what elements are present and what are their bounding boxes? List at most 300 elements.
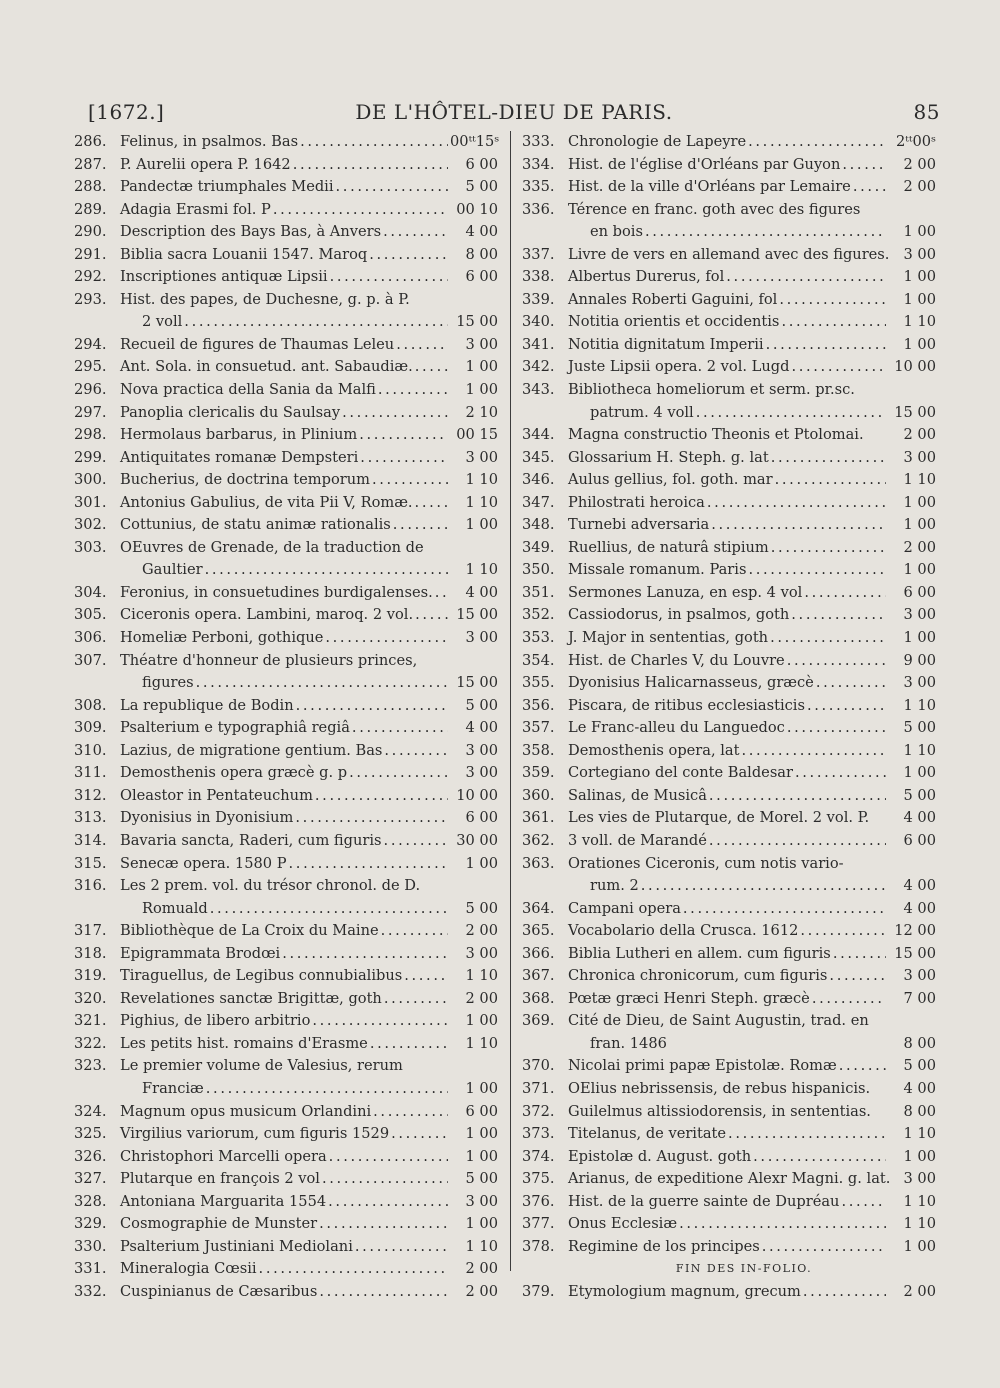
catalog-entry	[74, 650, 498, 673]
entry-number: 296.	[74, 381, 107, 399]
catalog-entry	[74, 199, 498, 222]
catalog-entry	[74, 334, 498, 357]
entry-title: Nicolai primi papæ Epistolæ. Romæ	[568, 1057, 837, 1075]
entry-price: 1 00	[465, 1079, 498, 1097]
entry-price: 1 10	[903, 313, 936, 331]
entry-number: 320.	[74, 989, 107, 1007]
catalog-entry	[522, 898, 936, 921]
entry-price: 15 00	[456, 674, 498, 692]
entry-number: 334.	[522, 155, 555, 173]
entry-price: 2ᵗᵗ00ˢ	[896, 133, 936, 150]
catalog-entry	[522, 695, 936, 718]
entry-price: 5 00	[465, 1170, 498, 1188]
catalog-entry	[74, 582, 498, 605]
entry-price	[450, 875, 498, 898]
entry-body	[568, 785, 888, 808]
entry-title: figures	[142, 674, 194, 692]
dot-leader	[842, 154, 886, 177]
dot-leader	[396, 334, 448, 357]
dot-leader	[349, 762, 448, 785]
entry-number: 306.	[74, 629, 107, 647]
catalog-entry	[74, 762, 498, 785]
entry-number: 360.	[522, 786, 555, 804]
catalog-entry-continuation	[522, 1033, 936, 1056]
entry-title: Senecæ opera. 1580 P	[120, 854, 287, 872]
entry-title: fran. 1486	[590, 1034, 667, 1052]
entry-body	[568, 447, 888, 470]
entry-price: 3 00	[465, 764, 498, 782]
catalog-entry	[522, 740, 936, 763]
dot-leader	[787, 650, 886, 673]
entry-price: 00 15	[456, 426, 498, 444]
entry-body	[142, 559, 450, 582]
page-year: [1672.]	[88, 100, 165, 124]
entry-body	[568, 695, 888, 718]
catalog-entry	[522, 650, 936, 673]
dot-leader	[295, 807, 448, 830]
catalog-entry	[522, 1123, 936, 1146]
entry-title: Revelationes sanctæ Brigittæ, goth	[120, 989, 382, 1007]
dot-leader	[315, 785, 448, 808]
entry-number: 291.	[74, 245, 107, 263]
entry-body	[120, 1258, 450, 1281]
catalog-entry	[522, 379, 936, 402]
catalog-entry	[522, 469, 936, 492]
entry-title: Orationes Ciceronis, cum notis vario-	[568, 854, 844, 872]
catalog-entry	[74, 1191, 498, 1214]
entry-title: Hist. de l'église d'Orléans par Guyon	[568, 155, 841, 173]
entry-body	[120, 1033, 450, 1056]
entry-number: 361.	[522, 809, 555, 827]
dot-leader	[435, 582, 448, 605]
entry-price: 30 00	[456, 831, 498, 849]
dot-leader	[800, 920, 886, 943]
entry-body	[568, 537, 888, 560]
catalog-entry	[522, 1055, 936, 1078]
catalog-entry	[522, 943, 936, 966]
page-header	[88, 100, 940, 126]
dot-leader	[319, 1213, 448, 1236]
entry-body	[120, 807, 450, 830]
entry-price: 9 00	[903, 651, 936, 669]
catalog-entry	[74, 604, 498, 627]
entry-body	[120, 514, 450, 537]
dot-leader	[679, 1213, 886, 1236]
entry-price: 8 00	[465, 245, 498, 263]
catalog-entry	[74, 402, 498, 425]
catalog-entry	[522, 1101, 936, 1124]
entry-body	[120, 830, 450, 853]
entry-body	[568, 988, 888, 1011]
catalog-entry	[74, 514, 498, 537]
entry-body	[568, 762, 888, 785]
entry-title: Ruellius, de naturâ stipium	[568, 538, 769, 556]
entry-number: 331.	[74, 1260, 107, 1278]
entry-number: 350.	[522, 561, 555, 579]
entry-price: 2 00	[465, 1260, 498, 1278]
catalog-entry	[522, 604, 936, 627]
entry-price: 3 00	[903, 1170, 936, 1188]
entry-title: Hermolaus barbarus, in Plinium	[120, 426, 358, 444]
entry-body	[120, 1123, 450, 1146]
entry-number: 309.	[74, 719, 107, 737]
catalog-entry	[74, 1033, 498, 1056]
dot-leader	[839, 1055, 886, 1078]
entry-title: Inscriptiones antiquæ Lipsii	[120, 268, 328, 286]
dot-leader	[812, 988, 886, 1011]
entry-title: Felinus, in psalmos. Bas	[120, 133, 299, 150]
entry-number: 374.	[522, 1147, 555, 1165]
entry-body	[120, 244, 450, 267]
entry-body	[120, 695, 450, 718]
entry-price: 6 00	[903, 583, 936, 601]
entry-title: Bibliothèque de La Croix du Maine	[120, 922, 379, 940]
entry-price: 7 00	[903, 989, 936, 1007]
entry-price: 5 00	[465, 899, 498, 917]
entry-price: 2 00	[903, 538, 936, 556]
entry-price: 3 00	[465, 1192, 498, 1210]
entry-title: patrum. 4 voll	[590, 403, 694, 421]
entry-title: Biblia Lutheri en allem. cum figuris	[568, 944, 831, 962]
catalog-entry	[74, 627, 498, 650]
entry-title: Hist. de Charles V, du Louvre	[568, 651, 785, 669]
catalog-entry	[522, 965, 936, 988]
entry-title: Les vies de Plutarque, de Morel. 2 vol. P.	[568, 809, 870, 827]
entry-title: Epigrammata Brodœi	[120, 944, 281, 962]
entry-number: 314.	[74, 831, 107, 849]
dot-leader	[415, 356, 448, 379]
entry-number: 287.	[74, 155, 107, 173]
entry-body	[120, 1055, 450, 1078]
dot-leader	[791, 604, 886, 627]
entry-body	[568, 1191, 888, 1214]
dot-leader	[709, 785, 886, 808]
entry-title: Antonius Gabulius, de vita Pii V, Romæ.	[120, 493, 413, 511]
entry-body	[120, 447, 450, 470]
entry-number: 346.	[522, 471, 555, 489]
entry-number: 367.	[522, 967, 555, 985]
entry-price: 1 00	[903, 268, 936, 286]
dot-leader	[833, 943, 886, 966]
entry-body	[120, 334, 450, 357]
dot-leader	[748, 131, 886, 154]
entry-price: 1 00	[903, 516, 936, 534]
dot-leader	[370, 1033, 448, 1056]
entry-body	[120, 988, 450, 1011]
catalog-entry	[74, 740, 498, 763]
entry-body	[120, 221, 450, 244]
entry-title: Aulus gellius, fol. goth. mar	[568, 471, 773, 489]
entry-body	[568, 266, 888, 289]
catalog-entry	[74, 266, 498, 289]
entry-price: 1 00	[903, 1237, 936, 1255]
entry-title: Les petits hist. romains d'Erasme	[120, 1034, 368, 1052]
entry-price: 10 00	[894, 358, 936, 376]
catalog-entry	[522, 559, 936, 582]
entry-number: 378.	[522, 1237, 555, 1255]
entry-body	[120, 1010, 450, 1033]
entry-title: Bavaria sancta, Raderi, cum figuris	[120, 831, 382, 849]
entry-title: Regimine de los principes	[568, 1237, 760, 1255]
dot-leader	[329, 1146, 448, 1169]
entry-price	[888, 853, 936, 876]
entry-body	[568, 1055, 888, 1078]
catalog-entry	[74, 988, 498, 1011]
entry-price: 1 00	[465, 516, 498, 534]
dot-leader	[322, 1168, 448, 1191]
entry-body	[568, 1078, 888, 1101]
catalog-entry	[74, 469, 498, 492]
entry-title: Guilelmus altissiodorensis, in sententias.	[568, 1102, 871, 1120]
entry-title: Chronologie de Lapeyre	[568, 133, 747, 150]
entry-number: 341.	[522, 335, 555, 353]
entry-number: 368.	[522, 989, 555, 1007]
entry-price: 00 10	[456, 200, 498, 218]
entry-body	[120, 356, 450, 379]
dot-leader	[289, 853, 448, 876]
entry-title: Demosthenis opera græcè g. p	[120, 764, 348, 782]
entry-number: 358.	[522, 741, 555, 759]
entry-number: 294.	[74, 335, 107, 353]
entry-title: Ant. Sola. in consuetud. ant. Sabaudiæ.	[120, 358, 413, 376]
catalog-entry-continuation	[74, 672, 498, 695]
entry-body	[590, 1033, 888, 1056]
entry-number: 313.	[74, 809, 107, 827]
entry-number: 288.	[74, 178, 107, 196]
entry-title: OEuvres de Grenade, de la traduction de	[120, 538, 424, 556]
entry-body	[568, 1010, 888, 1033]
entry-number: 337.	[522, 245, 555, 263]
catalog-entry	[74, 875, 498, 898]
entry-title: Le Franc-alleu du Languedoc	[568, 719, 785, 737]
entry-price: 5 00	[903, 719, 936, 737]
entry-price: 4 00	[465, 719, 498, 737]
catalog-entry	[522, 1010, 936, 1033]
entry-price: 6 00	[465, 268, 498, 286]
entry-number: 310.	[74, 741, 107, 759]
entry-number: 289.	[74, 200, 107, 218]
column-divider	[510, 131, 511, 1271]
entry-price: 3 00	[465, 448, 498, 466]
entry-price: 1 00	[903, 335, 936, 353]
entry-body	[120, 537, 450, 560]
entry-title: Psalterium e typographiâ regiâ	[120, 719, 350, 737]
entry-price: 1 00	[465, 1012, 498, 1030]
dot-leader	[369, 244, 448, 267]
entry-number: 298.	[74, 426, 107, 444]
entry-title: La republique de Bodin	[120, 696, 294, 714]
dot-leader	[325, 627, 448, 650]
entry-title: Turnebi adversaria	[568, 516, 710, 534]
entry-body	[568, 492, 888, 515]
entry-title: Cosmographie de Munster	[120, 1215, 318, 1233]
catalog-entry-continuation	[74, 898, 498, 921]
catalog-entry-continuation	[74, 1078, 498, 1101]
entry-price: 1 10	[903, 1215, 936, 1233]
entry-title: Description des Bays Bas, à Anvers	[120, 223, 382, 241]
entry-body	[590, 875, 888, 898]
entry-body	[568, 1123, 888, 1146]
entry-title: Hist. des papes, de Duchesne, g. p. à P.	[120, 290, 410, 308]
entry-number: 339.	[522, 290, 555, 308]
entry-price: 4 00	[903, 809, 936, 827]
entry-price: 2 10	[465, 403, 498, 421]
dot-leader	[711, 514, 886, 537]
entry-price: 1 10	[465, 493, 498, 511]
entry-body	[120, 920, 450, 943]
entry-price: 8 00	[903, 1102, 936, 1120]
dot-leader	[352, 717, 448, 740]
entry-price: 15 00	[456, 313, 498, 331]
dot-leader	[206, 1078, 448, 1101]
entry-title: Virgilius variorum, cum figuris 1529	[120, 1125, 390, 1143]
catalog-entry	[522, 920, 936, 943]
dot-leader	[384, 830, 448, 853]
entry-body	[120, 1101, 450, 1124]
entry-number: 369.	[522, 1012, 555, 1030]
entry-number: 343.	[522, 381, 555, 399]
dot-leader	[748, 559, 886, 582]
entry-price: 1 00	[903, 493, 936, 511]
dot-leader	[273, 199, 448, 222]
dot-leader	[762, 1236, 886, 1259]
entry-price: 2 00	[903, 178, 936, 196]
entry-title: Dyonisius Halicarnasseus, græcè	[568, 674, 814, 692]
entry-number: 356.	[522, 696, 555, 714]
entry-number: 295.	[74, 358, 107, 376]
dot-leader	[779, 289, 886, 312]
entry-title: rum. 2	[590, 877, 639, 895]
catalog-entry	[522, 1236, 936, 1259]
dot-leader	[641, 875, 886, 898]
entry-price: 4 00	[903, 1079, 936, 1097]
entry-title: Notitia dignitatum Imperii	[568, 335, 764, 353]
entry-price	[888, 1010, 936, 1033]
entry-number: 307.	[74, 651, 107, 669]
entry-title: Livre de vers en allemand avec des figures.	[568, 245, 890, 263]
entry-price: 1 00	[903, 1147, 936, 1165]
catalog-entry	[522, 807, 936, 830]
entry-title: Théatre d'honneur de plusieurs princes,	[120, 651, 418, 669]
catalog-entry	[74, 1281, 498, 1304]
entry-price: 1 00	[903, 764, 936, 782]
entry-number: 308.	[74, 696, 107, 714]
dot-leader	[359, 424, 448, 447]
entry-price: 2 00	[465, 922, 498, 940]
catalog-entry	[522, 1078, 936, 1101]
entry-body	[568, 154, 888, 177]
entry-price: 6 00	[903, 831, 936, 849]
catalog-entry	[74, 537, 498, 560]
entry-price: 1 00	[465, 1147, 498, 1165]
catalog-entry	[522, 627, 936, 650]
entry-price: 1 00	[903, 629, 936, 647]
entry-body	[568, 830, 888, 853]
dot-leader	[330, 266, 448, 289]
catalog-entry	[522, 492, 936, 515]
entry-number: 377.	[522, 1215, 555, 1233]
entry-title: Glossarium H. Steph. g. lat	[568, 448, 769, 466]
catalog-entry	[74, 920, 498, 943]
dot-leader	[771, 537, 886, 560]
dot-leader	[384, 988, 448, 1011]
entry-title: Arianus, de expeditione Alexr Magni. g. lat.	[568, 1170, 891, 1188]
entry-body	[142, 898, 450, 921]
entry-title: Pœtæ græci Henri Steph. græcè	[568, 989, 810, 1007]
entry-body	[568, 1213, 888, 1236]
entry-number: 301.	[74, 493, 107, 511]
entry-body	[590, 402, 888, 425]
entry-number: 316.	[74, 877, 107, 895]
entry-number: 290.	[74, 223, 107, 241]
dot-leader	[795, 762, 886, 785]
dot-leader	[645, 221, 886, 244]
entry-title: Dyonisius in Dyonisium	[120, 809, 294, 827]
dot-leader	[807, 695, 886, 718]
dot-leader	[707, 492, 886, 515]
entry-title: Ciceronis opera. Lambini, maroq. 2 vol.	[120, 606, 414, 624]
entry-body	[120, 627, 450, 650]
entry-price: 6 00	[465, 1102, 498, 1120]
entry-number: 332.	[74, 1282, 107, 1300]
entry-body	[120, 1168, 450, 1191]
entry-title: Cottunius, de statu animæ rationalis	[120, 516, 391, 534]
dot-leader	[404, 965, 448, 988]
entry-price: 1 00	[465, 358, 498, 376]
entry-number: 348.	[522, 516, 555, 534]
entry-price	[450, 289, 498, 312]
entry-price	[450, 1055, 498, 1078]
entry-body	[120, 785, 450, 808]
entry-title: Recueil de figures de Thaumas Leleu	[120, 335, 395, 353]
catalog-entry	[74, 356, 498, 379]
dot-leader	[360, 447, 448, 470]
entry-price: 3 00	[465, 335, 498, 353]
entry-price: 2 00	[903, 1282, 936, 1300]
entry-price: 3 00	[903, 606, 936, 624]
entry-number: 359.	[522, 764, 555, 782]
entry-number: 351.	[522, 583, 555, 601]
entry-body	[142, 1078, 450, 1101]
page-number: 85	[913, 100, 940, 124]
entry-number: 336.	[522, 200, 555, 218]
dot-leader	[696, 402, 886, 425]
entry-price: 4 00	[465, 583, 498, 601]
entry-title: Nova practica della Sania da Malfi	[120, 381, 376, 399]
entry-price: 5 00	[903, 786, 936, 804]
dot-leader	[300, 131, 448, 154]
entry-body	[120, 853, 450, 876]
dot-leader	[771, 447, 886, 470]
dot-leader	[726, 266, 886, 289]
entry-body	[568, 356, 888, 379]
entry-number: 318.	[74, 944, 107, 962]
entry-number: 364.	[522, 899, 555, 917]
entry-price: 3 00	[903, 245, 936, 263]
entry-price	[450, 650, 498, 673]
dot-leader	[328, 1191, 448, 1214]
entry-body	[568, 1101, 888, 1124]
entry-body	[120, 965, 450, 988]
entry-price: 15 00	[894, 944, 936, 962]
entry-body	[568, 1146, 888, 1169]
entry-title: Titelanus, de veritate	[568, 1125, 727, 1143]
entry-title: Le premier volume de Valesius, rerum	[120, 1057, 403, 1075]
entry-title: Christophori Marcelli opera	[120, 1147, 327, 1165]
entry-number: 328.	[74, 1192, 107, 1210]
entry-title: P. Aurelii opera P. 1642	[120, 155, 291, 173]
entry-number: 325.	[74, 1125, 107, 1143]
